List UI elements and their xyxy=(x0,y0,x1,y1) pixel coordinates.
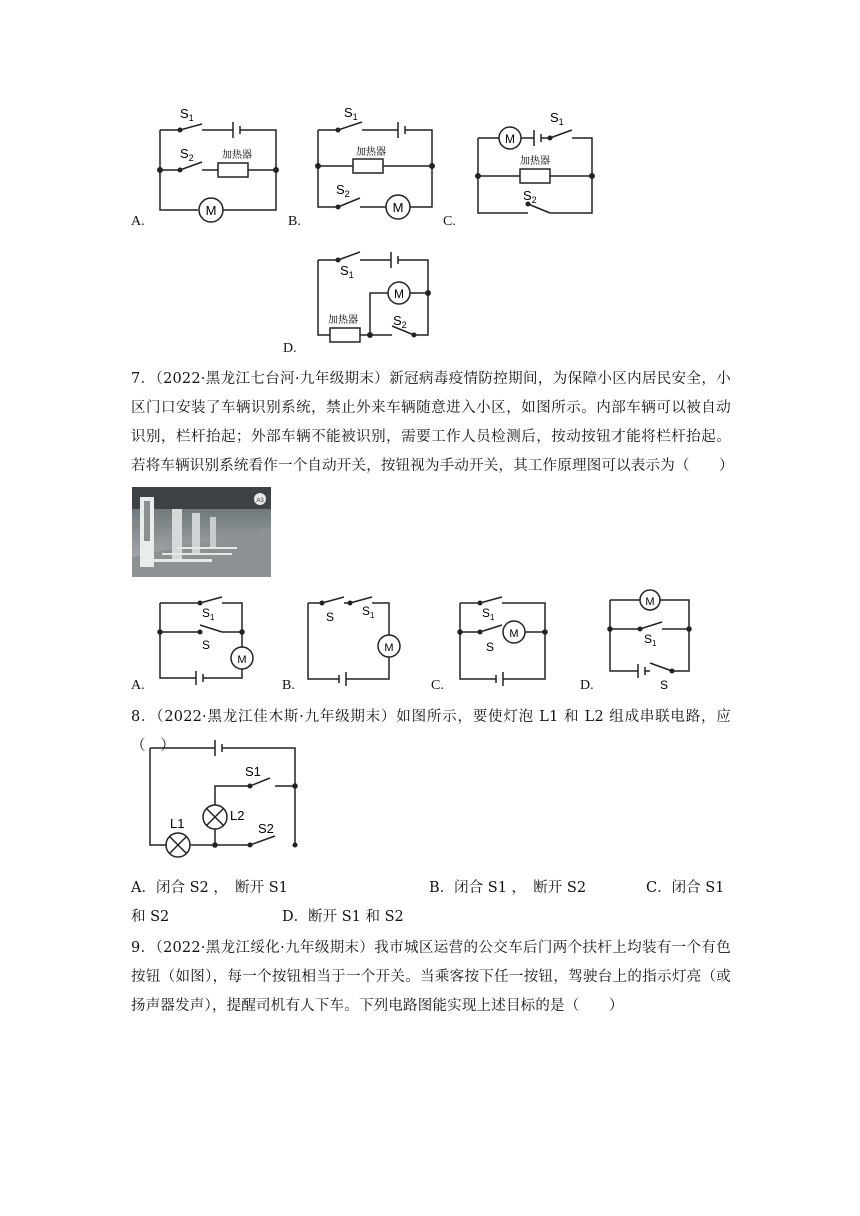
s2-label: S2 xyxy=(258,821,274,836)
s-label: S xyxy=(202,638,211,652)
question-9-text: 9．（2022·黑龙江绥化·九年级期末）我市城区运营的公交车后门两个扶杆上均装有一个有色按钮（如图），每一个按钮相当于一个开关。当乘客按下任一按钮，驾驶台上的指示灯亮（或扬声器发声），提醒司机有人下车。下列电路图能实现上述目标的是（ ） xyxy=(131,940,731,1014)
parking-gate-image xyxy=(132,487,271,577)
question-7-text: 7．（2022·黑龙江七台河·九年级期末）新冠病毒疫情防控期间，为保障小区内居民安全，小区门口安装了车辆识别系统，禁止外来车辆随意进入小区，如图所示。内部车辆可以被自动识别，栏杆抬起；外部车辆不能被识别，需要工作人员检测后，按动按钮才能将栏杆抬起。若将车辆识别系统看作一个自动开关，按钮视为手动开关，其工作原理图可以表示为（ ） xyxy=(131,371,734,474)
s1-label: $S_1$ xyxy=(550,110,564,127)
motor-label: M xyxy=(509,628,519,640)
q7-circuit-c xyxy=(450,595,570,695)
option-label-d: D. xyxy=(580,678,594,693)
option-label-b: B. xyxy=(288,214,301,229)
s1-label: $S_1$ xyxy=(202,606,215,622)
motor-label: M xyxy=(394,287,404,301)
question-8-text: 8．（2022·黑龙江佳木斯·九年级期末）如图所示，要使灯泡 L1 和 L2 组成串联电路，应（ ） xyxy=(131,709,731,754)
heater-label: 加热器 xyxy=(222,150,252,161)
motor-label: M xyxy=(237,654,247,666)
photo-badge: A3 xyxy=(256,498,264,504)
motor-label: M xyxy=(505,132,515,146)
motor-label: M xyxy=(645,596,655,608)
s-label: S xyxy=(660,678,669,692)
s-label: S xyxy=(326,610,335,624)
option-label-c: C. xyxy=(443,214,456,229)
s2-label: $S_2$ xyxy=(180,146,194,163)
s1-label: S1 xyxy=(245,764,261,779)
option-label-b: B. xyxy=(282,678,295,693)
q6-circuit-c xyxy=(468,100,603,225)
s2-label: $S_2$ xyxy=(523,188,537,205)
s1-label: $S_1$ xyxy=(344,105,358,122)
s1-label: $S_1$ xyxy=(644,632,657,648)
option-label-d: D. xyxy=(283,341,297,356)
l2-label: L2 xyxy=(230,808,245,823)
heater-label: 加热器 xyxy=(356,147,386,158)
q8-circuit xyxy=(140,738,310,863)
q7-photo-gate xyxy=(132,487,271,577)
s1-label: $S_1$ xyxy=(340,263,354,280)
q6-circuit-b xyxy=(308,100,443,225)
l1-label: L1 xyxy=(170,816,185,831)
s2-label: $S_2$ xyxy=(393,313,407,330)
s1-label: $S_1$ xyxy=(362,604,375,620)
s-label: S xyxy=(486,640,495,654)
q7-circuit-a xyxy=(150,595,270,695)
s2-label: $S_2$ xyxy=(336,182,350,199)
s1-label: $S_1$ xyxy=(180,106,194,123)
q6-circuit-a xyxy=(150,100,285,225)
option-label-a: A. xyxy=(131,678,145,693)
q8-option-c-cont: 和 S2 xyxy=(131,909,170,925)
motor-label: M xyxy=(205,203,217,218)
q6-circuit-d xyxy=(308,240,443,345)
q8-option-c: C．闭合 S1 xyxy=(646,880,725,896)
q7-circuit-b xyxy=(300,595,420,695)
q8-option-b: B．闭合 S1 ， 断开 S2 xyxy=(429,880,587,896)
q7-circuit-d xyxy=(600,587,720,695)
q8-option-d: D．断开 S1 和 S2 xyxy=(282,909,404,925)
heater-label: 加热器 xyxy=(328,315,358,326)
option-label-a: A. xyxy=(131,214,145,229)
q8-option-a: A．闭合 S2 ， 断开 S1 xyxy=(131,880,288,896)
s1-label: $S_1$ xyxy=(482,606,495,622)
heater-label: 加热器 xyxy=(520,156,550,167)
motor-label: M xyxy=(384,642,394,654)
motor-label: M xyxy=(392,200,404,215)
option-label-c: C. xyxy=(431,678,444,693)
